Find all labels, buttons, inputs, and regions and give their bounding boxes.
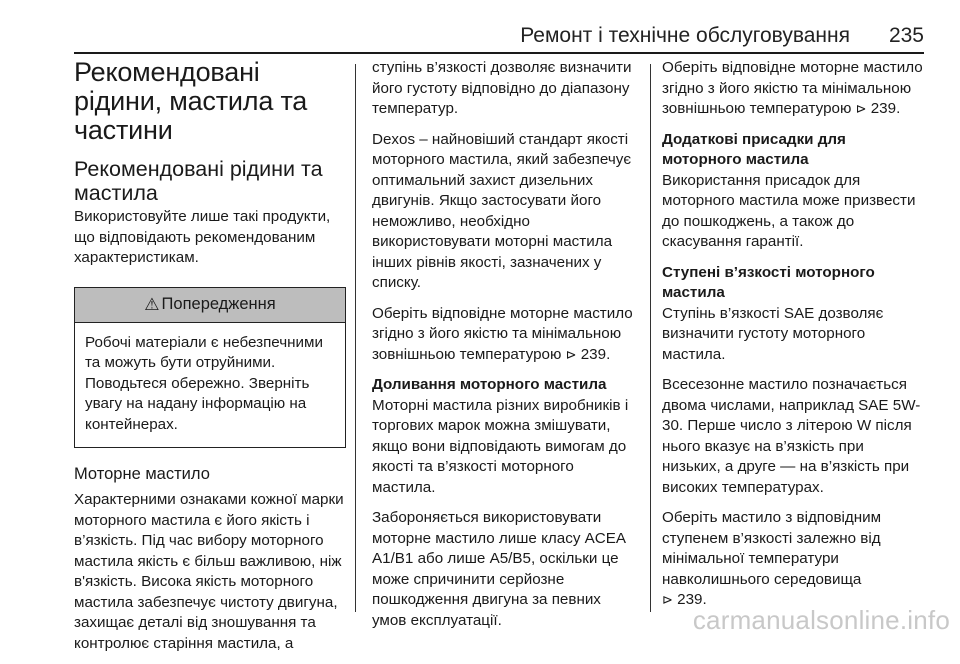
page-number: 235 [888, 24, 924, 47]
viscosity-heading: Ступені в’язкості моторного мастила [662, 263, 875, 301]
warning-header [75, 288, 345, 323]
page-reference[interactable]: 239. [677, 591, 707, 608]
column-divider [650, 64, 651, 612]
intro-paragraph: Використовуйте лише такі продукти, що відповідають рекомендованим характеристикам. [74, 208, 331, 266]
additives-paragraph: Використання присадок для моторного мастила може призвести до пошкоджень, а також до скасування гарантії. [662, 171, 916, 250]
page-reference[interactable]: 239. [870, 100, 901, 117]
warning-title: Попередження [161, 295, 276, 313]
chapter-title: Ремонт і технічне обслуговування [520, 24, 850, 47]
reference-arrow-icon: ⊳ [855, 101, 867, 116]
warning-text: Робочі матеріали є небезпечними та можуть бути отруйними. Поводьтеся обережно. Зверніть увагу на надану інформацію на контейнерах. [85, 333, 323, 433]
select-viscosity-paragraph [662, 508, 926, 611]
warning-body [75, 323, 345, 448]
select-oil-paragraph [372, 304, 638, 366]
warning-box [74, 287, 346, 449]
subsection-heading: Рекомендовані рідини та мастила [74, 157, 323, 205]
engine-oil-paragraph: Характерними ознаками кожної марки моторного мастила є його якість і в’язкість. Під час вибору моторного мастила якість є більш важливою, ніж в'язкість. Висока якість моторного мастила забезпечує чистоту двигуна, захищає деталі від зношування та контролює старіння мастила, а [74, 491, 344, 652]
reference-arrow-icon: ⊳ [662, 592, 673, 607]
select-viscosity-text: Оберіть мастило з відповідним ступенем в’язкості залежно від мінімальної температури навколишнього середовища [662, 509, 882, 588]
topping-up-heading: Доливання моторного мастила [372, 376, 607, 393]
column-divider [355, 64, 356, 612]
sae-paragraph: Ступінь в’язкості SAE дозволяє визначити густоту моторного мастила. [662, 304, 884, 363]
select-oil-paragraph-2 [662, 58, 926, 120]
acea-paragraph: Забороняється використовувати моторне мастило лише класу ACEA A1/B1 або лише A5/B5, оскільки це може спричинити серйозне пошкодження двигуна за певних умов експлуатації. [372, 509, 626, 629]
reference-arrow-icon: ⊳ [565, 346, 577, 362]
dexos-paragraph: Dexos – найновіший стандарт якості моторного мастила, який забезпечує оптимальний захист дизельних двигунів. Якщо застосувати його неможливо, необхідно використовувати моторні мастила інших рівнів якості, зазначених у списку. [372, 130, 632, 291]
viscosity-continuation: ступінь в’язкості дозволяє визначити його густоту відповідно до діапазону температур. [372, 59, 632, 117]
column-2 [372, 58, 638, 641]
watermark: carmanualsonline.info [692, 605, 950, 635]
warning-triangle-icon: ⚠ [144, 294, 160, 314]
subsection-heading-engine-oil: Моторне мастило [74, 465, 210, 483]
section-heading: Рекомендовані рідини, мастила та частини [74, 57, 308, 145]
column-1 [74, 58, 346, 664]
multigrade-paragraph: Всесезонне мастило позначається двома числами, наприклад SAE 5W-30. Перше число з літерою W після нього вказує на в’язкість при низьких, а друге — на в’язкість при високих температурах. [662, 376, 921, 496]
header-rule [74, 52, 924, 54]
select-oil-text: Оберіть відповідне моторне мастило згідно з його якістю та мінімальною зовнішньою температурою [372, 304, 633, 363]
column-3 [662, 58, 926, 621]
select-oil-text: Оберіть відповідне моторне мастило згідно з його якістю та мінімальною зовнішньою температурою [662, 59, 923, 117]
additives-heading: Додаткові присадки для моторного мастила [662, 130, 846, 168]
page-header [0, 0, 960, 52]
page-reference[interactable]: 239. [580, 345, 611, 363]
mixing-paragraph: Моторні мастила різних виробників і торгових марок можна змішувати, якщо вони відповідають вимогам до якості та в’язкості моторного мастила. [372, 396, 629, 496]
